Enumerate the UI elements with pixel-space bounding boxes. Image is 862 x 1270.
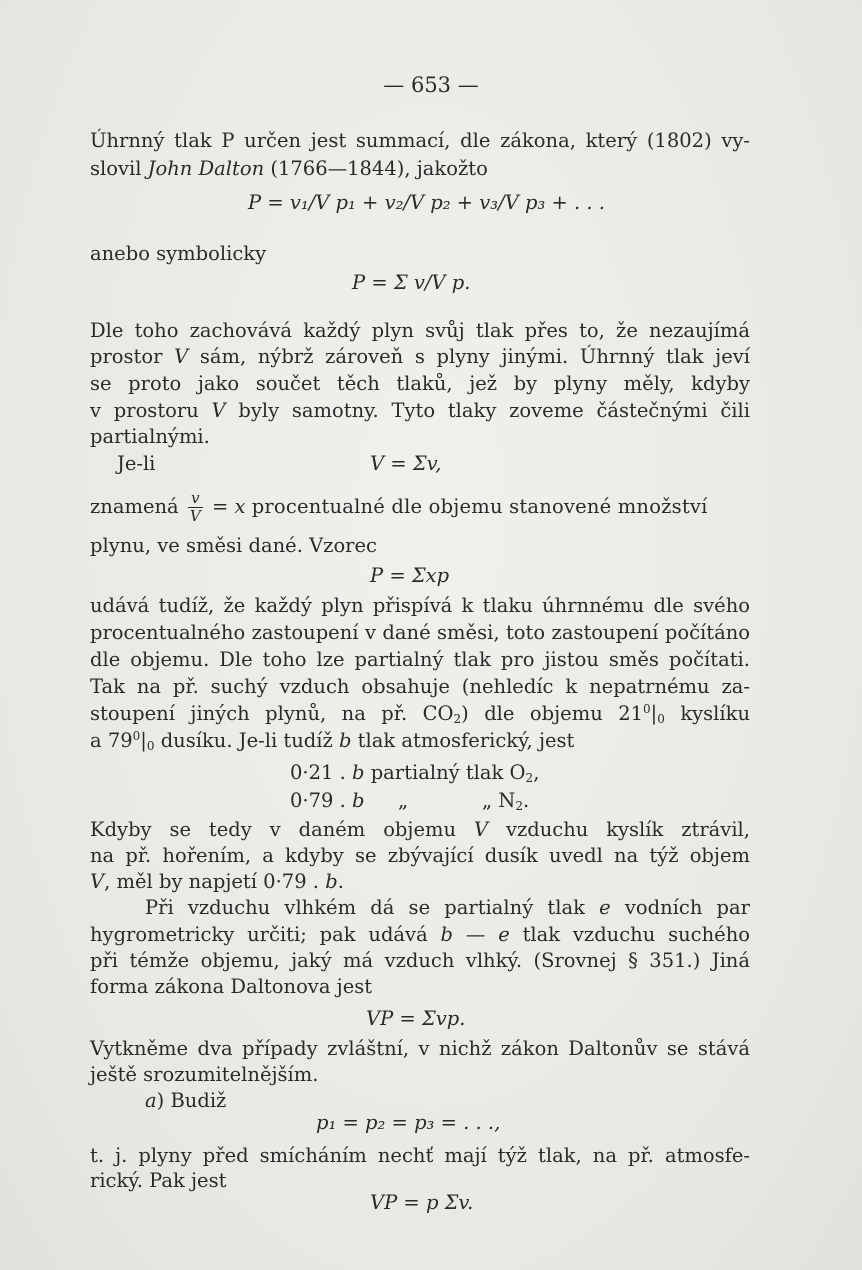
equation-text: VP = p Σv. <box>370 1191 474 1214</box>
text-span: znamená <box>90 495 179 518</box>
text-line <box>90 128 750 154</box>
percent-bar: | <box>140 729 147 752</box>
text-line <box>90 490 750 525</box>
text-span: rický. Pak jest <box>90 1169 227 1192</box>
text-line <box>145 895 750 921</box>
text-line <box>90 156 750 182</box>
text-span: tlak atmosferický, jest <box>351 729 575 752</box>
text-span: se proto jako součet těch tlaků, jež by plyny měly, kdyby <box>90 372 750 395</box>
text-line <box>90 948 750 974</box>
text-span: Úhrnný tlak P určen jest summací, dle zákona, který (1802) vy- <box>90 129 750 152</box>
equation-text: = x <box>211 495 246 518</box>
author-name: John Dalton <box>147 157 265 180</box>
text-span: tlak vzduchu suchého <box>509 923 750 946</box>
symbol: V <box>174 345 189 368</box>
text-line <box>90 1143 750 1169</box>
text-span: forma zákona Daltonova jest <box>90 975 373 998</box>
text-span: Je-li <box>117 452 156 475</box>
text-line <box>90 728 750 754</box>
text-line <box>90 1036 750 1062</box>
text-span: dusíku. Je-li tudíž <box>154 729 339 752</box>
text-line <box>90 701 750 727</box>
equation-text: p₁ = p₂ = p₃ = . . ., <box>316 1111 501 1134</box>
text-span: vodních par <box>610 896 750 919</box>
text-span: „ <box>398 789 409 812</box>
equation-text: P = Σ v/V p. <box>352 271 471 294</box>
symbol: b <box>352 789 365 812</box>
denominator: V <box>189 507 201 525</box>
text-span: Tak na př. suchý vzduch obsahuje (nehledíc k nepatrnému za- <box>90 675 750 698</box>
fraction-v-over-V <box>188 490 203 525</box>
case-letter: a <box>145 1089 157 1112</box>
percent-bar: | <box>650 702 658 725</box>
subscript: 2 <box>515 799 524 813</box>
text-span: ) Budiž <box>156 1089 227 1112</box>
text-span: Kdyby se tedy v daném objemu <box>90 818 474 841</box>
text-line <box>90 344 750 370</box>
text-line <box>90 241 750 267</box>
text-line <box>90 1062 750 1088</box>
equation-volume <box>370 451 442 477</box>
text-span: Při vzduchu vlhkém dá se partialný tlak <box>145 896 600 919</box>
symbol: V <box>473 818 489 841</box>
text-line <box>90 371 750 397</box>
text-span: . <box>337 870 344 893</box>
text-span: procentualné dle objemu stanovené množství <box>251 495 708 518</box>
text-span: . <box>523 789 530 812</box>
text-line <box>90 817 750 843</box>
equation-dalton <box>248 190 605 216</box>
equation-text: VP = Σvp. <box>366 1007 466 1030</box>
text-span: ) dle objemu 21 <box>461 702 644 725</box>
subscript: 2 <box>453 712 462 726</box>
text-span: anebo symbolicky <box>90 242 267 265</box>
text-span: 0·21 . <box>290 761 353 784</box>
text-span: stoupení jiných plynů, na př. CO <box>90 702 454 725</box>
text-span: 0·79 . <box>290 789 353 812</box>
text-span: byly samotny. Tyto tlaky zoveme částečnými čili <box>225 399 751 422</box>
text-span: v prostoru <box>90 399 212 422</box>
text-line <box>90 620 750 646</box>
page-number: — 653 — <box>383 73 479 97</box>
numerator: v <box>188 490 203 508</box>
text-span: , <box>533 761 540 784</box>
text-span: Vytkněme dva případy zvláštní, v nichž zákon Daltonův se stává <box>90 1037 750 1060</box>
text-line <box>290 760 539 786</box>
equation-symbolic <box>352 270 470 296</box>
equation-text: P = Σxp <box>370 564 450 587</box>
text-line <box>482 788 529 814</box>
equation-percent <box>370 563 449 589</box>
text-line <box>290 788 365 814</box>
text-span: procentualného zastoupení v dané směsi, toto zastoupení počítáno <box>90 621 750 644</box>
symbol: V <box>211 399 226 422</box>
text-span: prostor <box>90 345 175 368</box>
text-span: a 79 <box>90 729 133 752</box>
equation-result <box>370 1190 473 1216</box>
text-span: při témže objemu, jaký má vzduch vlhký. (Srovnej § 351.) Jiná <box>90 949 750 972</box>
text-span: slovil <box>90 157 148 180</box>
text-line <box>90 533 750 559</box>
text-line <box>117 451 155 477</box>
text-span: kyslíku <box>664 702 751 725</box>
superscript: 0 <box>643 702 651 716</box>
symbol: b — e <box>440 923 510 946</box>
text-line <box>90 398 750 424</box>
text-span: udává tudíž, že každý plyn přispívá k tlaku úhrnnému dle svého <box>90 594 750 617</box>
symbol: b <box>352 761 365 784</box>
text-span: ještě srozumitelnějším. <box>90 1063 319 1086</box>
superscript: 0 <box>132 729 141 743</box>
text-span: plynu, ve směsi dané. Vzorec <box>90 534 377 557</box>
text-span: vzduchu kyslík ztrávil, <box>488 818 750 841</box>
text-line <box>90 974 750 1000</box>
text-line <box>90 424 750 450</box>
text-line <box>90 593 750 619</box>
equation-equal-pressure <box>316 1110 500 1136</box>
text-line <box>90 869 750 895</box>
text-span: hygrometricky určiti; pak udává <box>90 923 441 946</box>
text-span: Dle toho zachovává každý plyn svůj tlak přes to, že nezaujímá <box>90 319 750 342</box>
text-span: , měl by napjetí 0·79 . <box>104 870 326 893</box>
ditto-mark <box>398 788 408 814</box>
subscript: 2 <box>525 771 534 785</box>
text-span: „ N <box>482 789 516 812</box>
text-span: dle objemu. Dle toho lze partialný tlak pro jistou směs počítati. <box>90 648 750 671</box>
text-line <box>90 318 750 344</box>
text-line <box>90 843 750 869</box>
subscript: 0 <box>146 739 155 753</box>
symbol: b <box>338 729 352 752</box>
text-span: (1766—1844), jakožto <box>264 157 488 180</box>
equation-daltons-form <box>366 1006 465 1032</box>
text-line <box>90 922 750 948</box>
equation-text: V = Σv, <box>370 452 442 475</box>
symbol: b <box>325 870 338 893</box>
text-line <box>90 647 750 673</box>
equation-text: P = v₁/V p₁ + v₂/V p₂ + v₃/V p₃ + . . . <box>248 191 606 214</box>
subscript: 0 <box>657 712 665 726</box>
text-span: partialný tlak O <box>364 761 526 784</box>
text-line <box>90 674 750 700</box>
text-span: partialnými. <box>90 425 210 448</box>
symbol: V <box>90 870 105 893</box>
symbol: e <box>599 896 611 919</box>
text-span: sám, nýbrž zároveň s plyny jinými. Úhrnný tlak jeví <box>188 345 750 368</box>
text-span: na př. hořením, a kdyby se zbývající dusík uvedl na týž objem <box>90 844 750 867</box>
text-span: t. j. plyny před smícháním nechť mají týž tlak, na př. atmosfe- <box>90 1144 750 1167</box>
text-line <box>145 1088 226 1114</box>
